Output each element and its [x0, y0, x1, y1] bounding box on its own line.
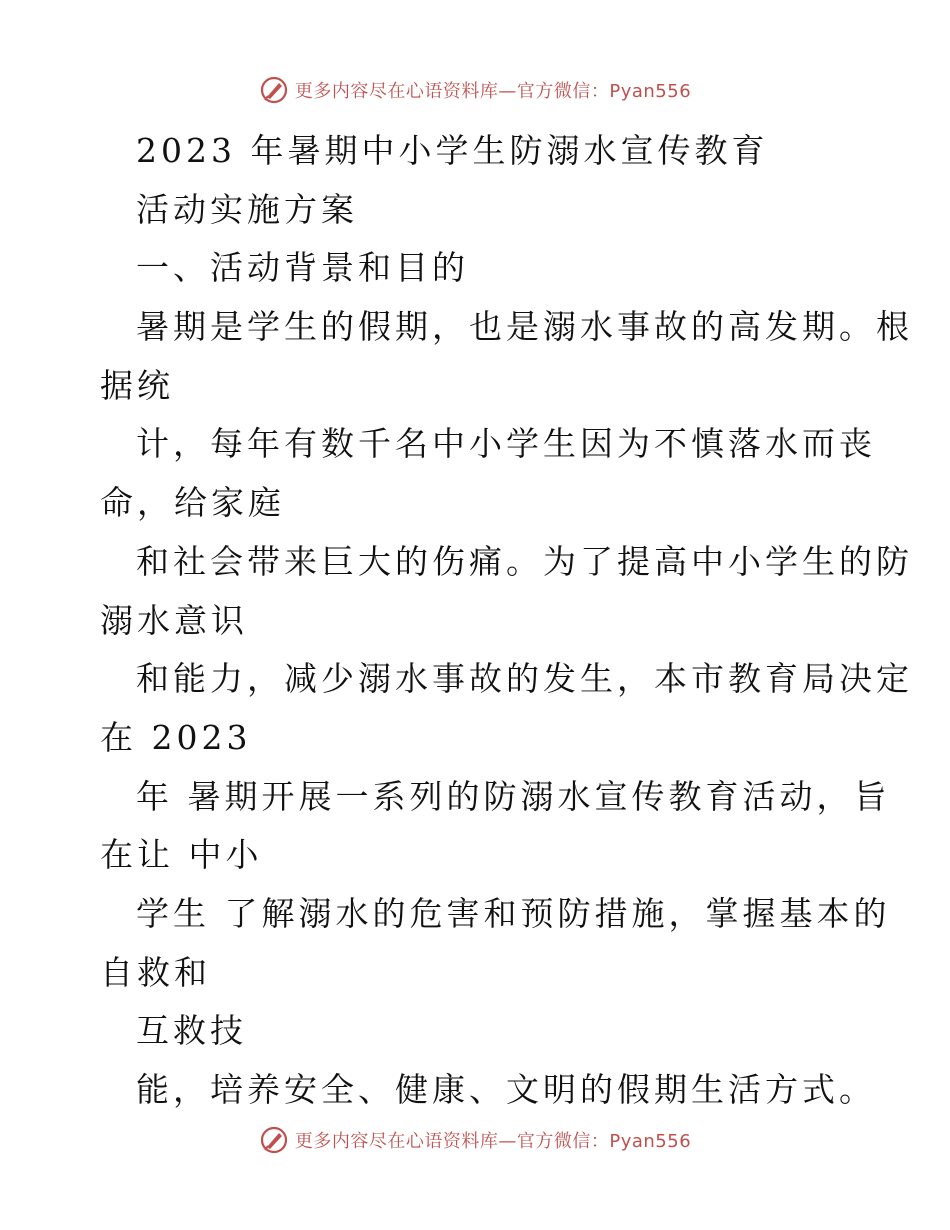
quill-pen-logo-icon [259, 75, 289, 105]
paragraph-line: 互救技 [136, 1011, 247, 1051]
paragraph-line: 暑期是学生的假期，也是溺水事故的高发期。根 [136, 307, 913, 347]
quill-pen-logo-icon [259, 1125, 289, 1155]
paragraph-line: 命，给家庭 [100, 483, 285, 523]
paragraph-line: 在 2023 [100, 717, 252, 757]
title-line-2: 活动实施方案 [136, 189, 358, 229]
watermark-text: 更多内容尽在心语资料库—官方微信：Pyan556 [294, 81, 692, 102]
watermark-header [0, 70, 950, 110]
paragraph-line: 年 暑期开展一系列的防溺水宣传教育活动，旨 [136, 776, 891, 816]
paragraph-line: 自救和 [100, 952, 211, 992]
title-line-1: 2023 年暑期中小学生防溺水宣传教育 [136, 131, 769, 170]
paragraph-line: 能，培养安全、健康、文明的假期生活方式。 [136, 1070, 876, 1109]
section-heading: 一、活动背景和目的 [136, 248, 469, 288]
watermark-footer [0, 1120, 950, 1160]
paragraph-line: 溺水意识 [100, 600, 248, 640]
paragraph-line: 在让 中小 [100, 835, 263, 875]
document-body [100, 122, 913, 1120]
paragraph-line: 计，每年有数千名中小学生因为不慎落水而丧 [136, 424, 876, 464]
paragraph-line: 据统 [100, 365, 174, 405]
watermark-text: 更多内容尽在心语资料库—官方微信：Pyan556 [294, 1131, 692, 1152]
paragraph-line: 学生 了解溺水的危害和预防措施，掌握基本的 [136, 893, 891, 933]
paragraph-line: 和能力，减少溺水事故的发生，本市教育局决定 [136, 659, 913, 699]
paragraph-line: 和社会带来巨大的伤痛。为了提高中小学生的防 [136, 541, 913, 581]
